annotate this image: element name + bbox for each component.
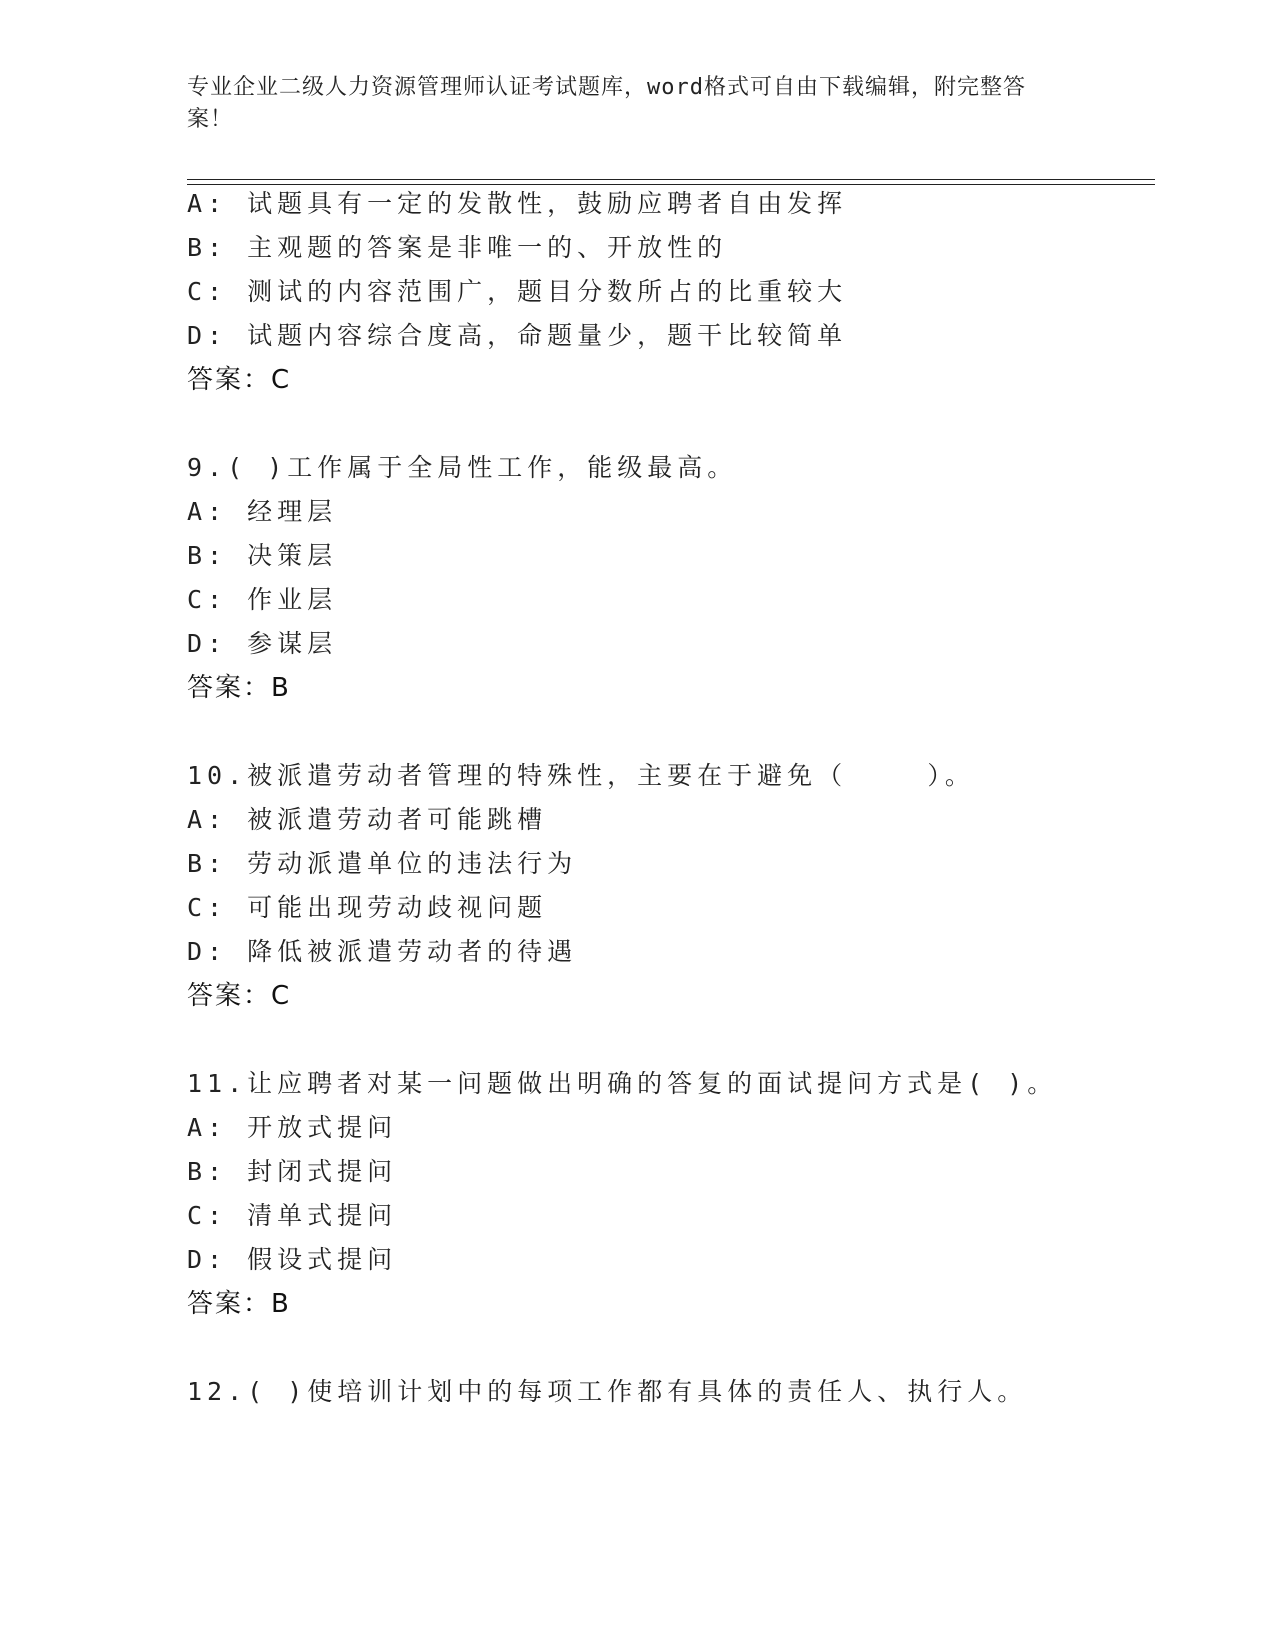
q9-option-b: B: 决策层 (187, 541, 338, 570)
q10-option-b: B: 劳动派遣单位的违法行为 (187, 849, 578, 878)
q10-option-c: C: 可能出现劳动歧视问题 (187, 893, 548, 922)
q11-option-c: C: 清单式提问 (187, 1201, 398, 1230)
q9-option-a: A: 经理层 (187, 497, 338, 526)
q11-question: 11.让应聘者对某一问题做出明确的答复的面试提问方式是( )。 (187, 1069, 1058, 1098)
document-header: 专业企业二级人力资源管理师认证考试题库，word格式可自由下载编辑，附完整答案！ (187, 75, 1026, 132)
q9-option-c: C: 作业层 (187, 585, 338, 614)
q8-option-d: D: 试题内容综合度高，命题量少，题干比较简单 (187, 321, 848, 350)
q11-option-a: A: 开放式提问 (187, 1113, 398, 1142)
q10-answer: 答案：C (187, 981, 292, 1011)
q12-question: 12.( )使培训计划中的每项工作都有具体的责任人、执行人。 (187, 1377, 1028, 1406)
q9-option-d: D: 参谋层 (187, 629, 338, 658)
q11-option-d: D: 假设式提问 (187, 1245, 398, 1274)
header-divider-bottom (187, 184, 1155, 185)
header-divider-top (187, 179, 1155, 180)
q10-question: 10.被派遣劳动者管理的特殊性，主要在于避免（ ）。 (187, 761, 975, 790)
q8-option-a: A: 试题具有一定的发散性，鼓励应聘者自由发挥 (187, 189, 848, 218)
q8-option-b: B: 主观题的答案是非唯一的、开放性的 (187, 233, 728, 262)
q8-answer: 答案：C (187, 365, 292, 395)
q11-answer: 答案：B (187, 1289, 291, 1319)
q11-option-b: B: 封闭式提问 (187, 1157, 398, 1186)
q10-option-a: A: 被派遣劳动者可能跳槽 (187, 805, 548, 834)
q10-option-d: D: 降低被派遣劳动者的待遇 (187, 937, 578, 966)
q9-question: 9.( )工作属于全局性工作，能级最高。 (187, 453, 738, 482)
q8-option-c: C: 测试的内容范围广，题目分数所占的比重较大 (187, 277, 848, 306)
q9-answer: 答案：B (187, 673, 291, 703)
